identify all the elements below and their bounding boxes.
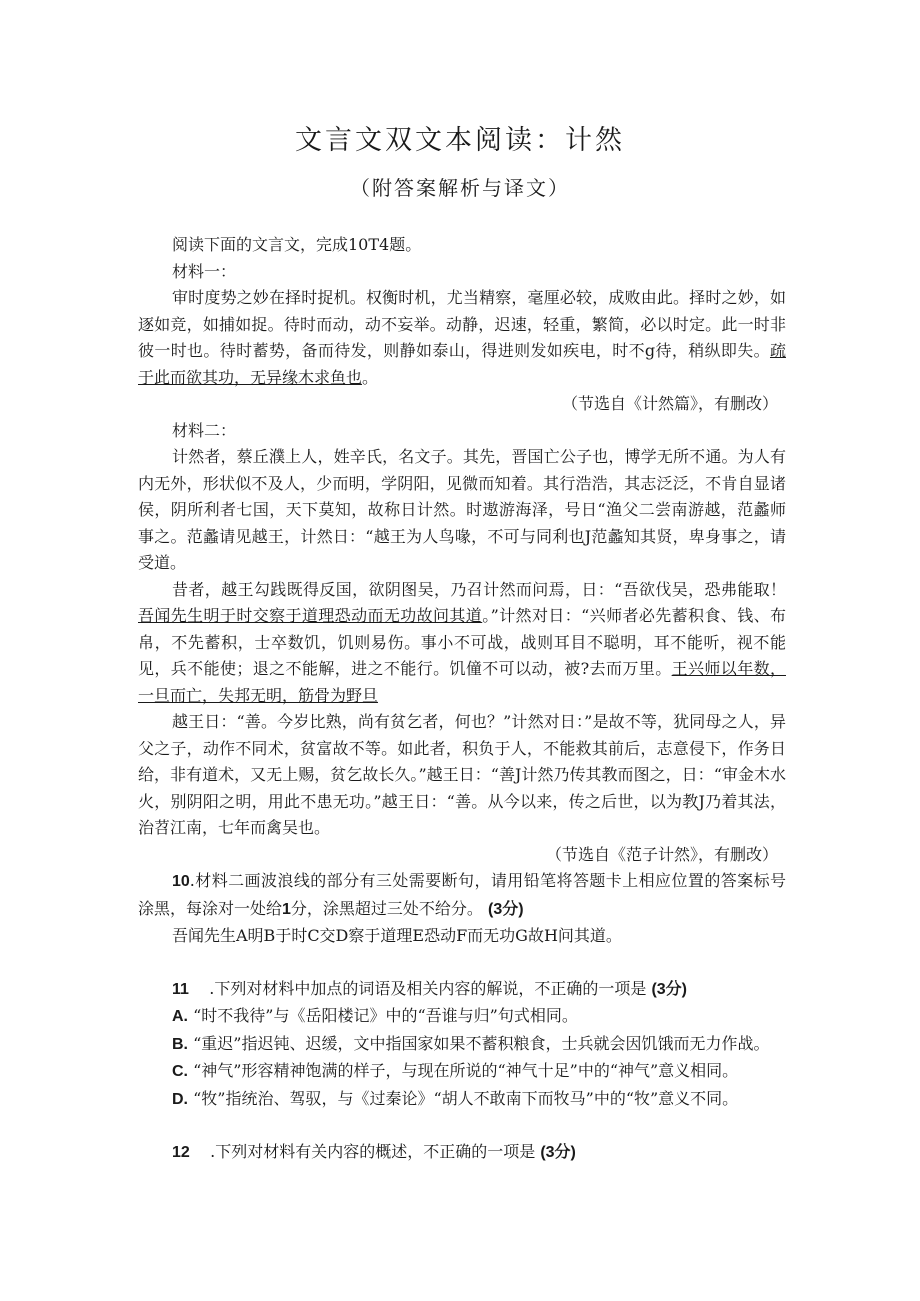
question-11-option-c[interactable]: C. “神气”形容精神饱满的样子，与现在所说的“神气十足”中的“神气”意义相同。 — [172, 1061, 739, 1080]
material2-source: （节选自《范子计然》，有删改） — [545, 844, 778, 864]
question-11-option-d[interactable]: D. “牧”指统治、驾驭，与《过秦论》“胡人不敢南下而牧马”中的“牧”意义不同。 — [172, 1088, 739, 1108]
question-11-option-a[interactable]: A. “时不我待”与《岳阳楼记》中的“吾谁与归”句式相同。 — [172, 1006, 578, 1025]
spacer — [138, 950, 786, 976]
page-title: 文言文双文本阅读：计然 — [295, 125, 625, 156]
material2-underlined-2: 王兴师以年数，一旦而亡，失邦无明，筋骨为野旦 — [138, 659, 786, 705]
material2-paragraph-1: 计然者，蔡丘濮上人，姓辛氏，名文子。其先，晋国亡公子也，博学无所不通。为人有内无外，形状似不及人，少而明，学阴阳，见微而知着。其行浩浩，其志泛泛，不肯自显诸侯，阴所利者七国，天下莫知，故称日计然。时遨游海泽，号日“渔父二尝南游越，范蠡师事之。范蠡请见越王，计然日：“越王为人鸟喙，不可与同利也J范蠡知其贤，卑身事之，请受道。 — [138, 447, 786, 572]
material2-paragraph-2: 昔者，越王勾践既得反国，欲阴图吴，乃召计然而问焉，日：“吾欲伐吴，恐弗能取！吾闻先生明于时交察于道理恐动而无功故问其道。”计然对日：“兴师者必先蓄积食、钱、布帛，不先蓄积，士卒数饥，饥则易伤。事小不可战，战则耳目不聪明，耳不能听，视不能见，兵不能使；退之不能解，进之不能行。饥僮不可以动，被?去而万里。王兴师以年数，一旦而亡，失邦无明，筋骨为野旦 — [138, 579, 786, 705]
page-subtitle: （附答案解析与译文） — [350, 176, 570, 200]
question-10-answer-options: 吾闻先生A明B于时C交D察于道理E恐动F而无功G故H问其道。 — [172, 926, 622, 945]
material1-underlined: 疏于此而欲其功，无异缘木求鱼也 — [138, 341, 786, 387]
document-body — [138, 232, 786, 1167]
question-11-option-b[interactable]: B. “重迟”指迟钝、迟缓，文中指国家如果不蓄积粮食，士兵就会因饥饿而无力作战。 — [172, 1033, 770, 1053]
material1-label: 材料一： — [172, 261, 237, 281]
material2-paragraph-3: 越王日：“善。今岁比熟，尚有贫乞者，何也？”计然对日：”是故不等，犹同母之人，异父之子，动作不同术，贫富故不等。如此者，积负于人，不能救其前后，志意侵下，作务日给，非有道术，又无上赐，贫乞故长久。”越王日：“善J计然乃传其教而图之，日：“审金木水火，别阴阳之明，用此不患无功。”越王日：“善。从今以来，传之后世，以为教J乃着其法，治苕江南，七年而禽吴也。 — [138, 712, 786, 837]
intro-line: 阅读下面的文言文，完成10T4题。 — [172, 235, 422, 254]
question-12: 12 .下列对材料有关内容的概述，不正确的一项是 (3分) — [172, 1142, 576, 1161]
wavy-underlined-sentence: 吾闻先生明于时交察于道理恐动而无功故问其道 — [138, 606, 483, 625]
material1-source: （节选自《计然篇》，有删改） — [561, 394, 778, 413]
question-10: 10.材料二画波浪线的部分有三处需要断句，请用铅笔将答题卡上相应位置的答案标号涂黑，每涂对一处给1分，涂黑超过三处不给分。 (3分) — [138, 871, 786, 918]
question-11: 11 .下列对材料中加点的词语及相关内容的解说，不正确的一项是 (3分) — [172, 978, 688, 998]
spacer — [138, 1113, 786, 1139]
material1-text: 审时度势之妙在择时捉机。权衡时机，尤当精察，毫厘必较，成败由此。择时之妙，如逐如竞，如捕如捉。待时而动，动不妄举。动静，迟速，轻重，繁简，必以时定。此一时非彼一时也。待时蓄势，备而待发，则静如泰山，得进则发如疾电，时不g待，稍纵即失。疏于此而欲其功，无异缘木求鱼也。 — [138, 288, 786, 387]
material2-label: 材料二： — [172, 420, 237, 440]
